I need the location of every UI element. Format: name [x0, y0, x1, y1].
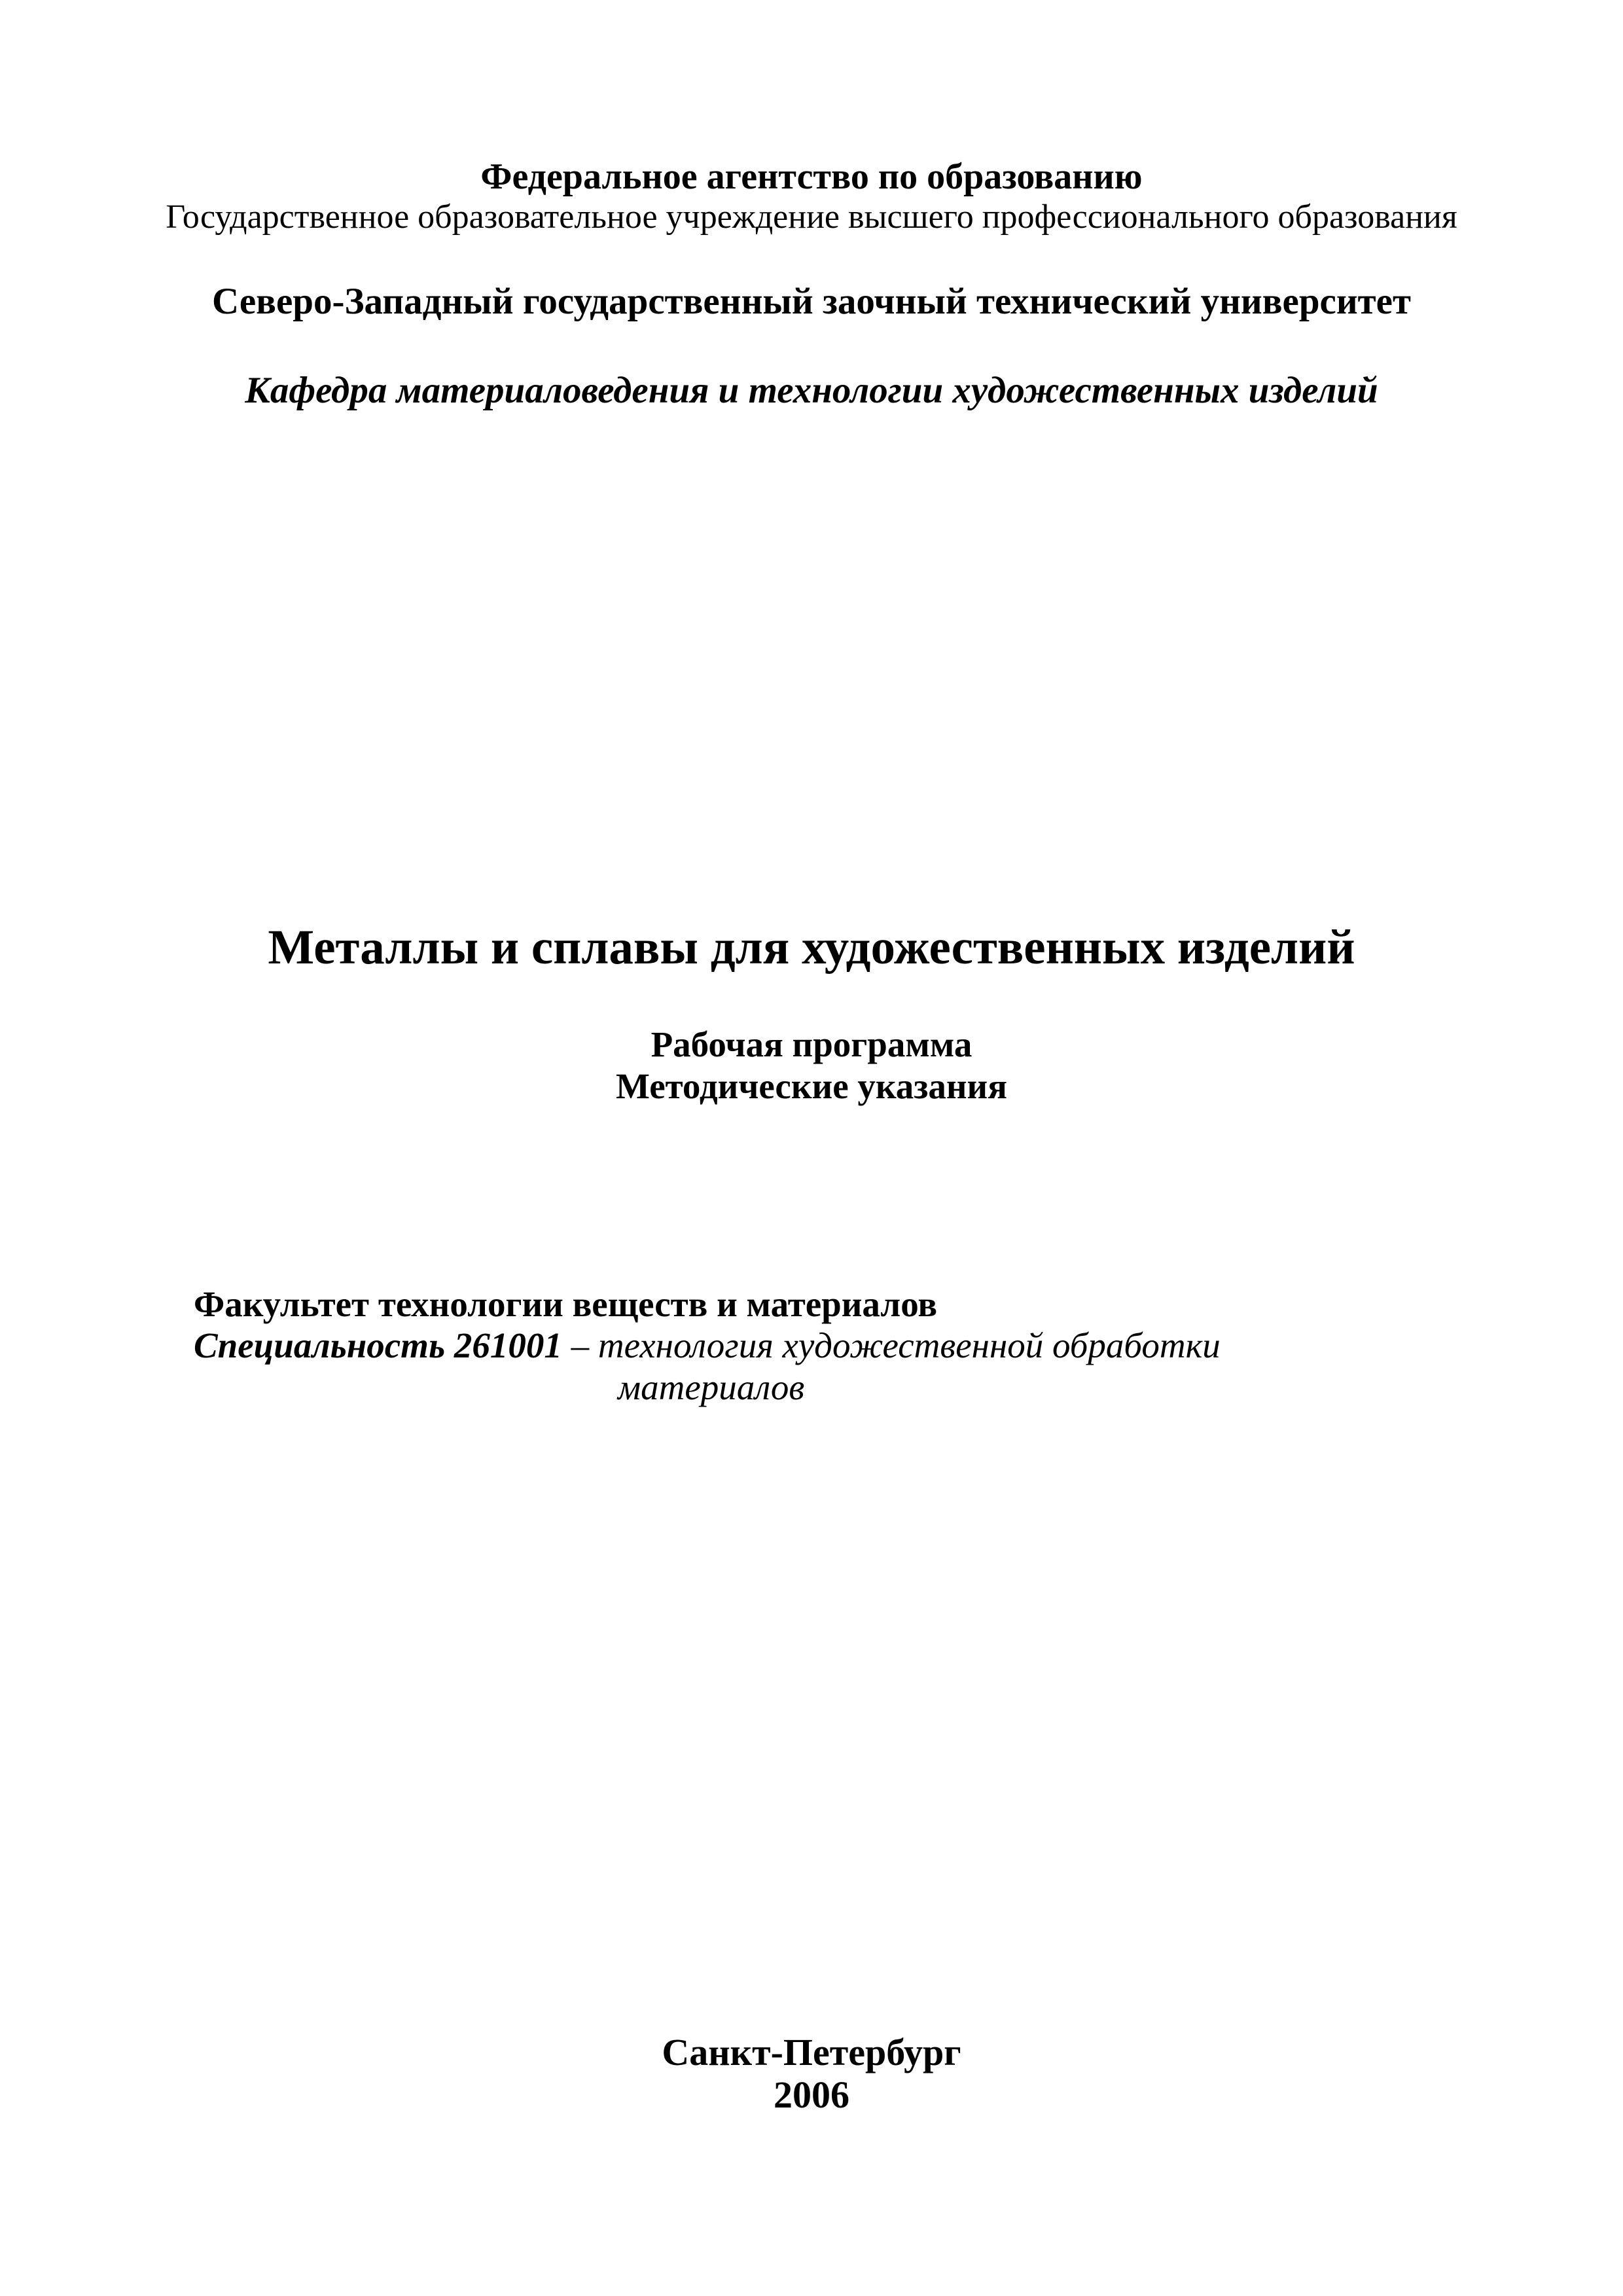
document-subtitle-guidelines: Методические указания	[616, 1066, 1007, 1106]
university-name: Северо-Западный государственный заочный технический университет	[212, 281, 1411, 322]
specialty-line	[194, 1327, 1221, 1363]
specialty-dash: –	[562, 1325, 598, 1365]
specialty-text-continuation: материалов	[618, 1367, 805, 1407]
institution-type: Государственное образовательное учреждение высшего профессионального образования	[166, 198, 1457, 236]
document-subtitle-program: Рабочая программа	[651, 1024, 972, 1064]
agency-name: Федеральное агентство по образованию	[480, 156, 1143, 197]
specialty-text: технология художественной обработки	[597, 1325, 1221, 1365]
document-title: Металлы и сплавы для художественных изделий	[268, 920, 1355, 975]
specialty-label: Специальность 261001	[194, 1325, 562, 1365]
publication-year: 2006	[774, 2073, 849, 2116]
city-name: Санкт-Петербург	[662, 2031, 961, 2073]
faculty-name: Факультет технологии веществ и материалов	[194, 1284, 938, 1324]
department-name: Кафедра материаловедения и технологии художественных изделий	[245, 370, 1378, 411]
